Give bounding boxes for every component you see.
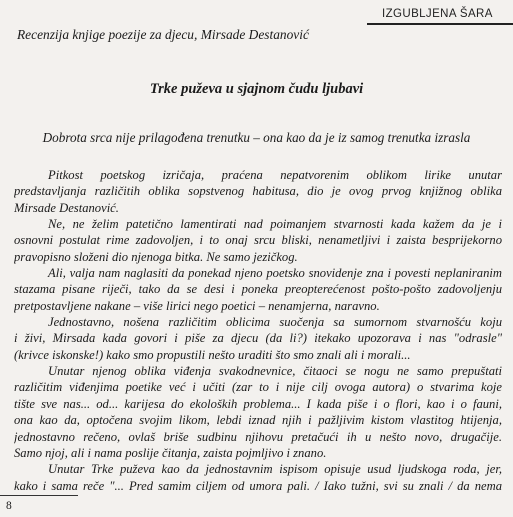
article-body	[14, 167, 502, 494]
header-rule	[367, 23, 513, 25]
body-line: Ne, ne želim patetično lamentirati nad poimanjem stvarnosti kada kažem da je i	[48, 217, 502, 232]
body-line: jednostavno rečeno, ovlaš briše sudbinu njihovu pretačući ih u nešto novo, drugačije.	[14, 429, 502, 444]
body-line: (krivce iskonske!) kako smo propustili nešto uraditi što smo znali ali i morali...	[14, 347, 411, 362]
epigraph: Dobrota srca nije prilagođena trenutku – ona kao da je iz samog trenutka izrasla	[42, 130, 471, 145]
running-head: IZGUBLJENA ŠARA	[382, 8, 493, 20]
body-line: i živi, Mirsada kada govori i piše za djecu (da li?) itekako upozorava i nas "odrasle"	[14, 331, 502, 346]
body-line: pretpostavljene nakane – više lirici nego poetici – nenamjerna, naravno.	[14, 298, 380, 313]
page-number: 8	[6, 500, 12, 512]
body-line: ona kao da, optočena svojim likom, lebdi iznad njih i pažljivim kistom vlastitog htijenja,	[14, 413, 502, 428]
body-line: predstavljanja različitih oblika sopstvenog habitusa, dio je ovog prvog knjižnog oblika	[14, 184, 502, 199]
body-line: stazama pisane riječi, tako da se desi i poneka preopterećenost pošto-pošto zadovoljenju	[14, 282, 502, 297]
article-title: Trke puževa u sjajnom čudu ljubavi	[149, 81, 364, 97]
review-subtitle: Recenzija knjige poezije za djecu, Mirsade Destanović	[17, 27, 309, 42]
body-line: tište sve nas... od... karijesa do ekoloških problema... I kada piše i o flori, kao i o fauni,	[14, 396, 502, 411]
body-line: pravopisno složeni dio njenoga bitka. Ne samo jezičkog.	[14, 249, 298, 264]
body-line: Jednostavno, nošena različitim oblicima suočenja sa sumornom stvarnošću koju	[48, 315, 502, 330]
footer-rule	[0, 495, 78, 496]
body-line: osnovni postulat rime zadovoljen, i to onaj srcu bliski, nenametljivi i zaista besprijekorno	[14, 233, 502, 248]
body-line: Ali, valja nam naglasiti da ponekad njeno poetsko snovidenje zna i povesti neplaniranim	[48, 266, 502, 281]
body-line: Mirsade Destanović.	[14, 200, 119, 215]
body-line: Unutar njenog oblika viđenja svakodnevnice, čitaoci se nogu ne samo prepuštati	[48, 364, 502, 379]
body-line: Pitkost poetskog izričaja, praćena nepatvorenim oblikom lirike unutar	[48, 168, 502, 182]
body-line: kako i sama reče "... Pred samim ciljem od umora pali. / Iako tužni, svi su znali / da nema	[14, 478, 502, 493]
body-line: različitim viđenjima poetike već i učiti (zar to i nije cilj ovoga autora) o stvarima koje	[14, 380, 502, 395]
body-line: Samo njoj, ali i nama poslije čitanja, zaista pojmljivo i znano.	[14, 445, 327, 460]
body-line: Unutar Trke puževa kao da jednostavnim ispisom opisuje usud ljudskoga roda, jer,	[48, 462, 502, 477]
